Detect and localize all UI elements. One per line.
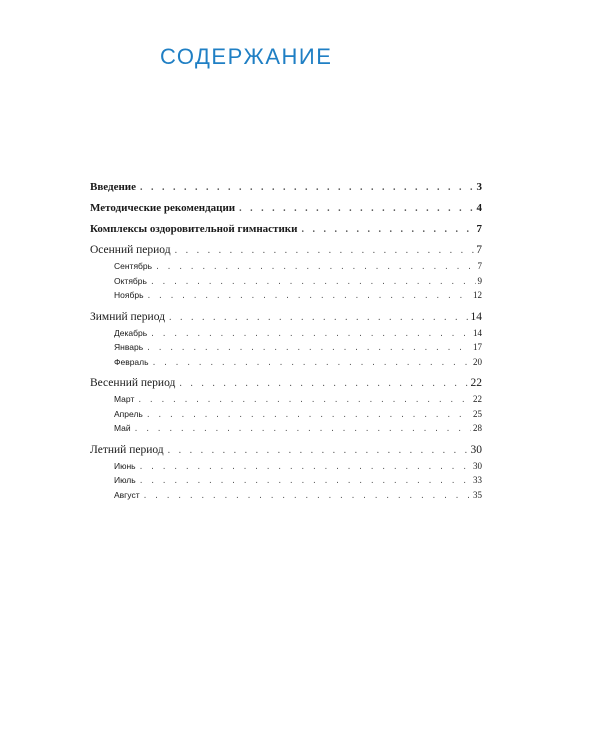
toc-month-august[interactable] (90, 491, 482, 506)
toc-entry-page: 7 (476, 223, 482, 235)
toc-month-label: Сентябрь (114, 261, 153, 271)
dot-leader (148, 291, 472, 301)
toc-period-autumn[interactable] (90, 245, 482, 262)
toc-month-page: 14 (473, 327, 482, 338)
toc-entry-label: Введение (90, 181, 137, 193)
dot-leader (151, 277, 476, 287)
dot-leader (179, 379, 468, 389)
toc-month-january[interactable] (90, 343, 482, 358)
toc-month-page: 28 (473, 423, 482, 433)
toc-month-label: Август (114, 489, 140, 500)
dot-leader (175, 246, 475, 256)
toc-entry-methodical-recommendations[interactable] (90, 203, 482, 224)
dot-leader (138, 395, 471, 405)
toc-month-july[interactable] (90, 476, 482, 491)
toc-month-november[interactable] (90, 291, 482, 306)
dot-leader (156, 262, 475, 272)
dot-leader (301, 225, 474, 235)
dot-leader (140, 183, 474, 193)
dot-leader (153, 358, 471, 368)
toc-month-page: 20 (473, 356, 482, 367)
toc-entry-label: Комплексы оздоровительной гимнастики (90, 223, 298, 235)
toc-period-page: 7 (476, 244, 482, 256)
toc-entry-gymnastics-complexes[interactable] (90, 224, 482, 245)
dot-leader (168, 446, 469, 456)
toc-month-page: 17 (473, 342, 482, 352)
toc-month-label: Апрель (114, 408, 143, 419)
toc-month-label: Январь (114, 342, 144, 352)
dot-leader (135, 424, 471, 434)
toc-month-label: Октябрь (114, 275, 147, 286)
toc-month-june[interactable] (90, 462, 482, 477)
toc-month-december[interactable] (90, 329, 482, 344)
toc-month-label: Февраль (114, 356, 149, 367)
toc-month-september[interactable] (90, 262, 482, 277)
toc-period-page: 30 (470, 443, 482, 456)
toc-period-label: Весенний период (90, 377, 176, 389)
dot-leader (144, 491, 471, 501)
toc-period-label: Летний период (90, 443, 164, 456)
dot-leader (169, 313, 469, 323)
table-of-contents (90, 182, 482, 505)
toc-month-label: Июнь (114, 460, 136, 471)
dot-leader (239, 204, 474, 214)
toc-period-page: 14 (470, 310, 482, 323)
dot-leader (140, 476, 471, 486)
dot-leader (151, 329, 471, 339)
dot-leader (147, 343, 471, 353)
toc-month-april[interactable] (90, 410, 482, 425)
toc-period-summer[interactable] (90, 445, 482, 462)
toc-month-page: 9 (477, 275, 482, 286)
toc-month-page: 35 (473, 489, 482, 500)
dot-leader (147, 410, 471, 420)
toc-entry-page: 4 (476, 202, 482, 214)
toc-month-march[interactable] (90, 395, 482, 410)
toc-period-winter[interactable] (90, 312, 482, 329)
toc-month-label: Декабрь (114, 327, 148, 338)
toc-month-label: Ноябрь (114, 290, 144, 300)
toc-period-spring[interactable] (90, 378, 482, 395)
page-title: СОДЕРЖАНИЕ (160, 44, 333, 69)
toc-month-label: Июль (114, 475, 136, 485)
toc-month-page: 12 (473, 290, 482, 300)
toc-month-page: 22 (473, 394, 482, 404)
toc-month-page: 33 (473, 475, 482, 485)
toc-entry-label: Методические рекомендации (90, 202, 236, 214)
toc-month-may[interactable] (90, 424, 482, 439)
toc-entry-introduction[interactable] (90, 182, 482, 203)
toc-period-label: Зимний период (90, 310, 165, 323)
dot-leader (140, 462, 471, 472)
toc-period-label: Осенний период (90, 244, 171, 256)
toc-month-page: 7 (477, 261, 482, 271)
toc-period-page: 22 (470, 377, 482, 389)
toc-month-page: 25 (473, 408, 482, 419)
toc-month-page: 30 (473, 460, 482, 471)
toc-month-label: Март (114, 394, 135, 404)
toc-month-october[interactable] (90, 277, 482, 292)
toc-month-label: Май (114, 423, 131, 433)
toc-entry-page: 3 (476, 181, 482, 193)
toc-month-february[interactable] (90, 358, 482, 373)
